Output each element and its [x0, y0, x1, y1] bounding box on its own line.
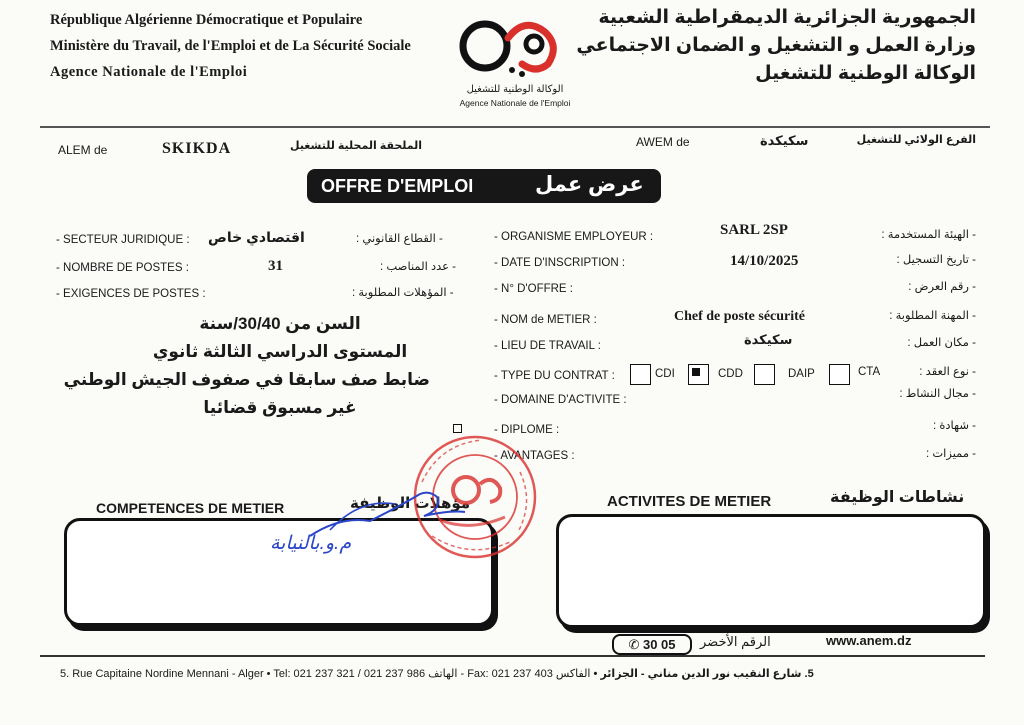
activites-box[interactable]	[556, 514, 986, 628]
requirement-line: ضابط صف سابقا في صفوف الجيش الوطني	[63, 370, 430, 389]
diplome-ar-label: - شهادة :	[932, 420, 976, 432]
activites-ar-title: نشاطات الوظيفة	[830, 489, 965, 506]
green-number: 30 05	[642, 637, 676, 652]
website[interactable]: www.anem.dz	[826, 633, 912, 648]
postes-ar-label: - عدد المناصب :	[380, 261, 457, 273]
metier-label: - NOM de METIER :	[494, 314, 597, 326]
handwritten-note: م.و.بالنيابة	[270, 533, 352, 554]
postes-value: 31	[268, 258, 283, 274]
awem-ar-label: الفرع الولائي للتشغيل	[856, 134, 976, 146]
header-fr-line1: République Algérienne Démocratique et Populaire	[50, 12, 363, 28]
header-ar-line1: الجمهورية الجزائرية الديمقراطية الشعبية	[598, 7, 976, 28]
requirement-line: السن من 30/40/سنة	[199, 314, 361, 333]
avantages-ar-label: - مميزات :	[925, 448, 976, 460]
exigences-ar-label: - المؤهلات المطلوبة :	[352, 287, 454, 299]
fax-ar: الفاكس	[555, 668, 591, 680]
secteur-ar-label: - القطاع القانوني :	[356, 233, 443, 245]
organisme-value: SARL 2SP	[720, 222, 788, 238]
requirement-line: المستوى الدراسي الثالثة ثانوي	[152, 342, 408, 361]
contrat-ar-label: - نوع العقد :	[919, 366, 976, 378]
domaine-ar-label: - مجال النشاط :	[899, 388, 976, 400]
footer-address	[60, 667, 814, 680]
secteur-value: اقتصادي خاص	[208, 229, 305, 245]
alem-ar-label: الملحقة المحلية للتشغيل	[290, 140, 423, 152]
contrat-label: - TYPE DU CONTRAT :	[494, 370, 615, 382]
header-ar-line3: الوكالة الوطنية للتشغيل	[755, 63, 976, 84]
title-fr: OFFRE D'EMPLOI	[321, 176, 474, 196]
fax-fr: - Fax: 021 237 403	[460, 668, 553, 680]
phone-icon: ✆	[628, 637, 640, 652]
green-number-badge	[612, 634, 692, 655]
alem-value: SKIKDA	[162, 140, 232, 157]
lieu-value: سكيكدة	[744, 332, 793, 347]
metier-ar-label: - المهنة المطلوبة :	[889, 310, 976, 322]
cdd-checkbox[interactable]	[688, 364, 709, 385]
domaine-label: - DOMAINE D'ACTIVITE :	[494, 394, 627, 406]
address-ar: 5. شارع النقيب نور الدين مناني - الجزائر •	[593, 668, 814, 680]
lieu-label: - LIEU DE TRAVAIL :	[494, 340, 601, 352]
metier-value: Chef de poste sécurité	[674, 309, 806, 324]
title-ar: عرض عمل	[535, 173, 644, 196]
date-value: 14/10/2025	[730, 253, 799, 269]
header-divider	[40, 126, 990, 128]
cdi-checkbox[interactable]	[630, 364, 651, 385]
header-fr-line3: Agence Nationale de l'Emploi	[50, 64, 248, 80]
tel-ar: الهاتف	[428, 668, 458, 680]
cdi-label: CDI	[655, 368, 675, 380]
avantages-label: - AVANTAGES :	[494, 450, 575, 462]
awem-label: AWEM de	[636, 135, 690, 149]
anem-logo	[450, 8, 580, 113]
lieu-ar-label: - مكان العمل :	[907, 337, 976, 349]
address-fr: 5. Rue Capitaine Nordine Mennani - Alger • Tel: 021 237 321 / 021 237 986	[60, 668, 426, 680]
header-fr-line2: Ministère du Travail, de l'Emploi et de La Sécurité Sociale	[50, 38, 411, 54]
logo-ar-text: الوكالة الوطنية للتشغيل	[466, 84, 564, 95]
diplome-label: - DIPLOME :	[494, 424, 560, 436]
offre-ar-label: - رقم العرض :	[908, 281, 976, 293]
postes-label: - NOMBRE DE POSTES :	[56, 262, 189, 274]
footer-divider	[40, 655, 985, 657]
header-ar-line2: وزارة العمل و التشغيل و الضمان الاجتماعي	[576, 35, 976, 56]
activites-title: ACTIVITES DE METIER	[607, 493, 772, 510]
requirement-line: غير مسبوق قضائيا	[203, 398, 357, 417]
organisme-ar-label: - الهيئة المستخدمة :	[881, 229, 976, 241]
alem-label: ALEM de	[58, 143, 108, 157]
offer-title-bar	[307, 169, 661, 203]
date-label: - DATE D'INSCRIPTION :	[494, 257, 626, 269]
offre-label: - N° D'OFFRE :	[494, 283, 573, 295]
secteur-label: - SECTEUR JURIDIQUE :	[56, 234, 190, 246]
anem-logo-icon	[450, 8, 580, 80]
cdd-label: CDD	[718, 368, 743, 380]
organisme-label: - ORGANISME EMPLOYEUR :	[494, 231, 654, 243]
daip-checkbox[interactable]	[754, 364, 775, 385]
cta-checkbox[interactable]	[829, 364, 850, 385]
awem-value: سكيكدة	[760, 133, 809, 148]
competences-title: COMPETENCES DE METIER	[96, 500, 285, 516]
exigences-label: - EXIGENCES DE POSTES :	[56, 288, 206, 300]
competences-ar-title: مؤهلات الوظيفة	[350, 495, 471, 512]
logo-fr-text: Agence Nationale de l'Emploi	[459, 98, 571, 108]
cta-label: CTA	[858, 366, 881, 378]
date-ar-label: - تاريخ التسجيل :	[896, 254, 976, 266]
green-number-label: الرقم الأخضر	[700, 634, 771, 649]
daip-label: DAIP	[788, 368, 815, 380]
